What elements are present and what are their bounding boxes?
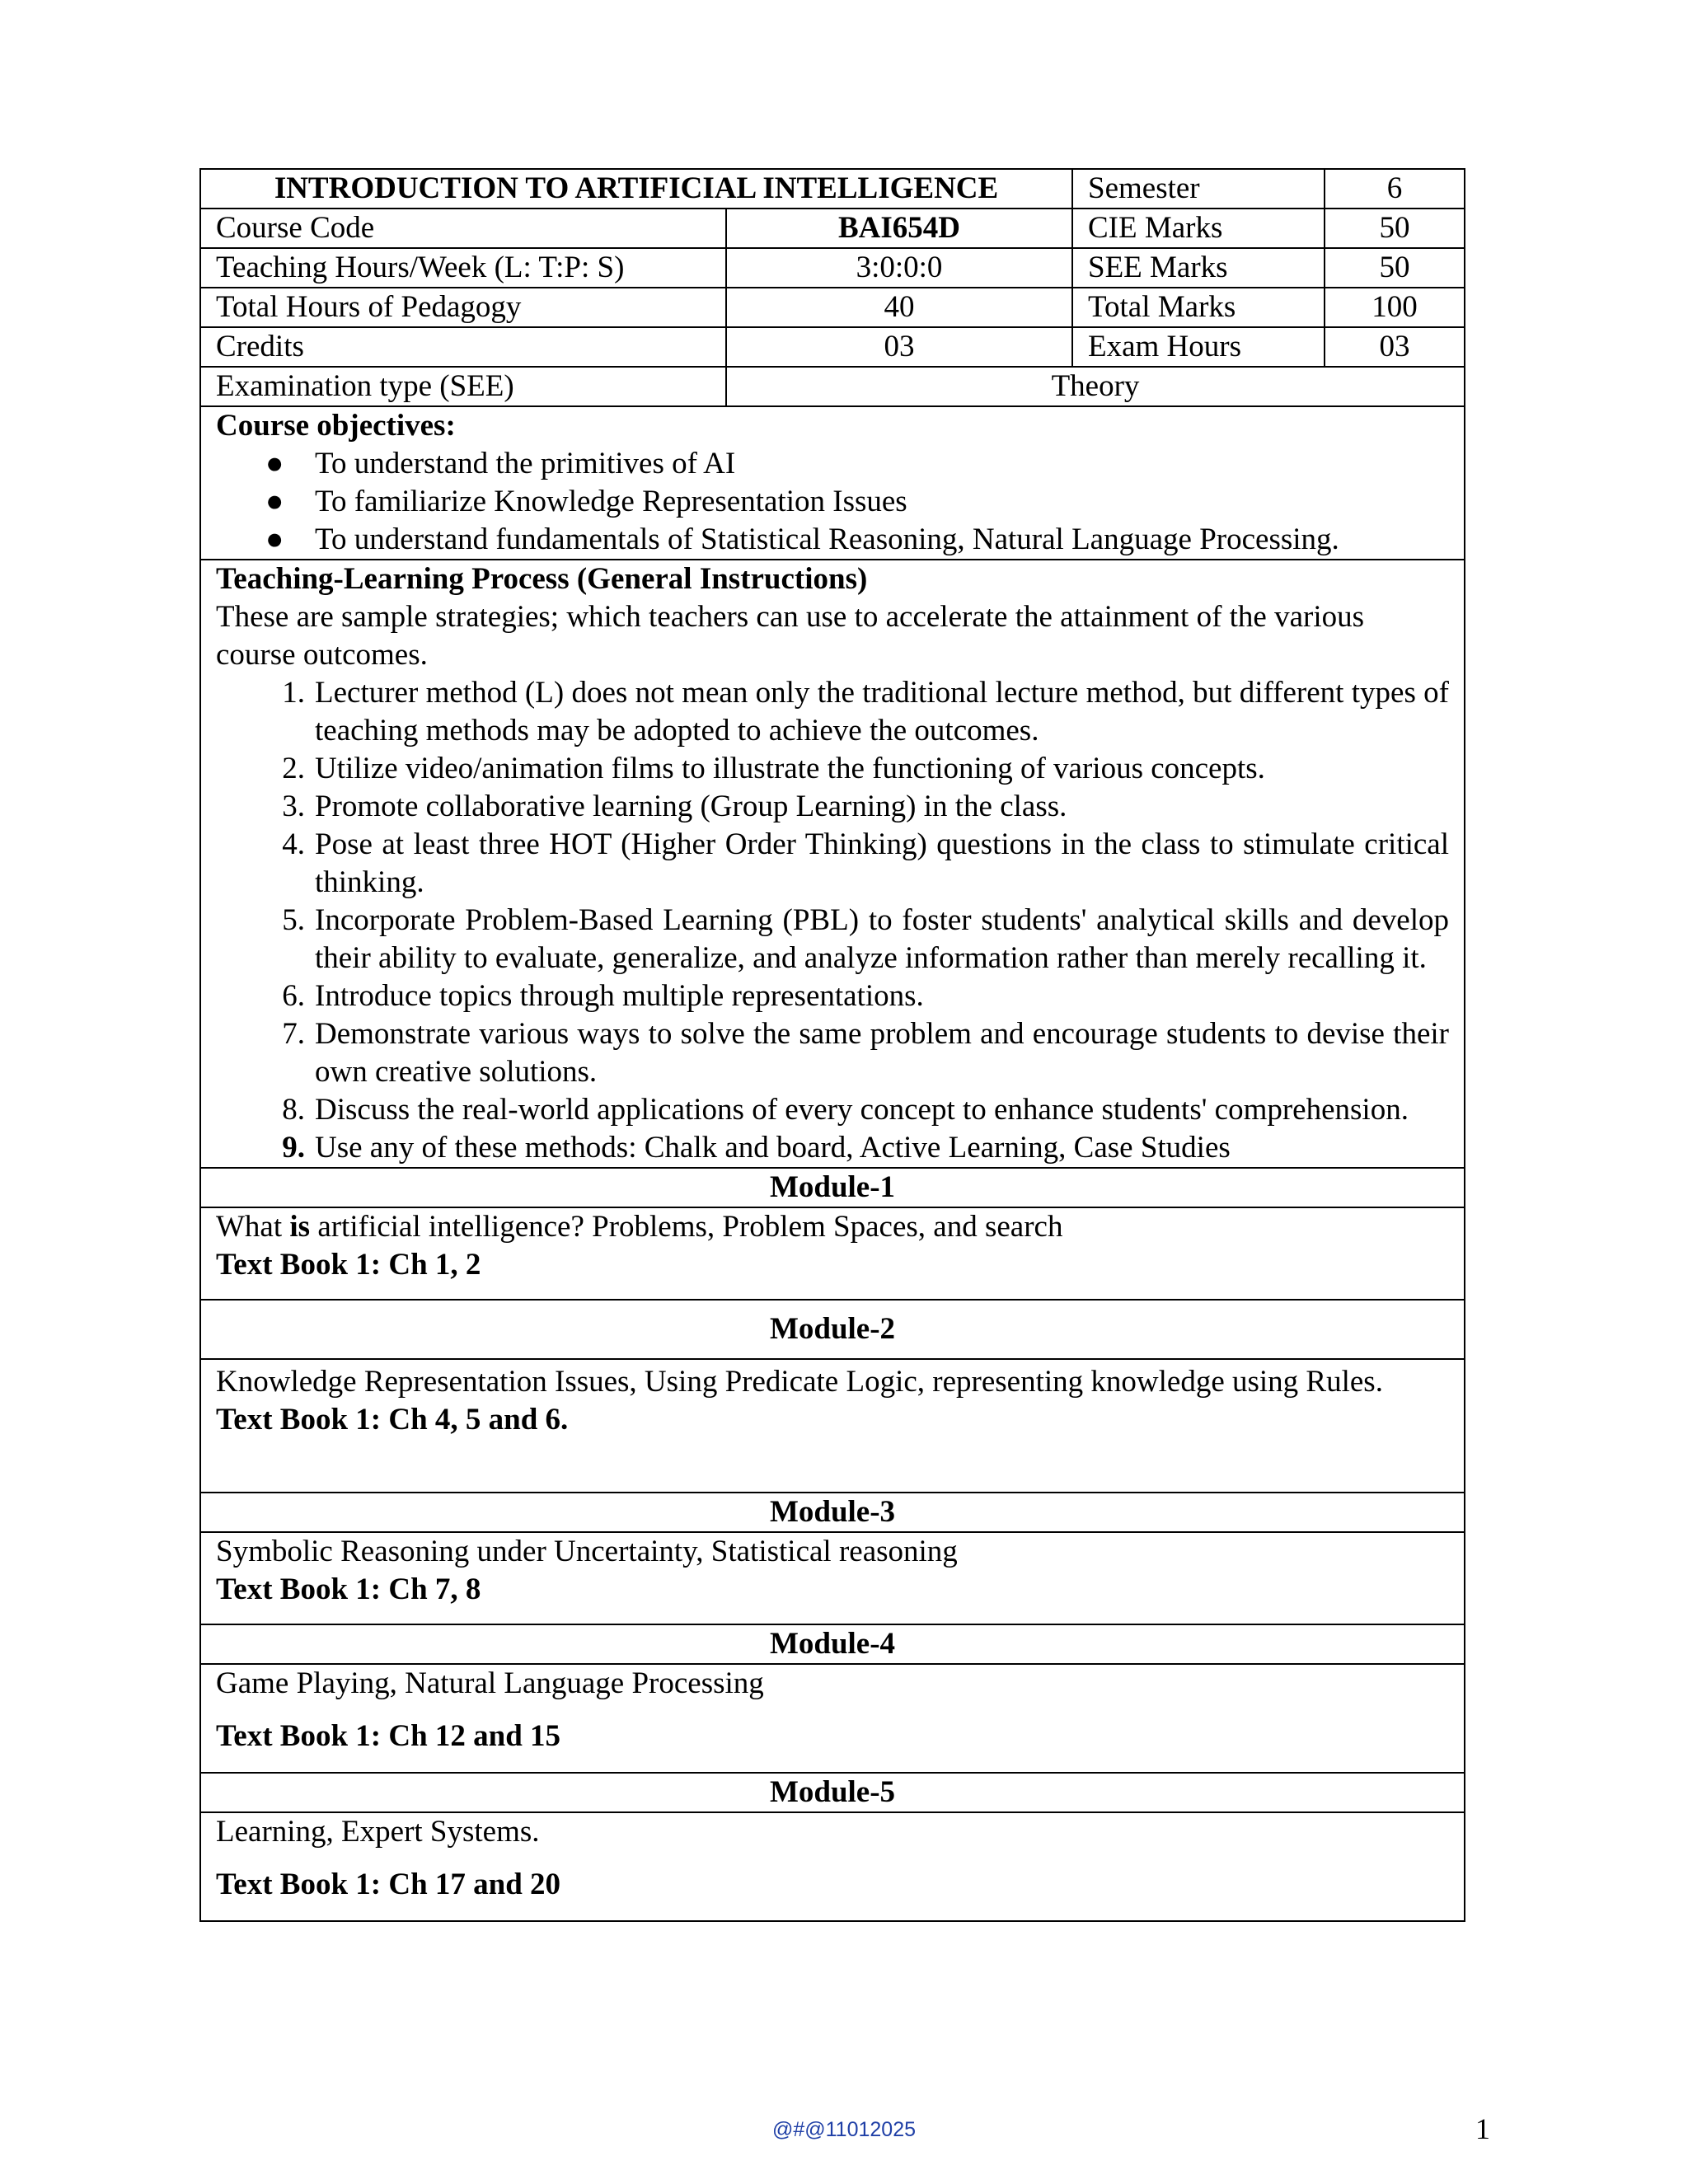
exam-type-label: Examination type (SEE) <box>200 367 726 406</box>
objective-item: ● To understand the primitives of AI <box>315 445 1449 483</box>
module-2-title: Module-2 <box>200 1300 1465 1359</box>
teaching-hours-row <box>200 248 1465 288</box>
list-item: 5. Incorporate Problem-Based Learning (PBL) to foster students' analytical skills and develop their ability to evaluate, generalize, and analyze information rather than merely recalling it. <box>282 903 1449 975</box>
module-1-content <box>200 1207 1465 1300</box>
module-1-content-row <box>200 1207 1465 1300</box>
module-1-title: Module-1 <box>200 1168 1465 1207</box>
list-item: 6. Introduce topics through multiple representations. <box>282 979 924 1013</box>
course-code-value: BAI654D <box>726 209 1072 248</box>
list-item: 2. Utilize video/animation films to illustrate the functioning of various concepts. <box>282 752 1265 785</box>
teaching-learning-list <box>216 674 1449 1167</box>
exam-hours-value: 03 <box>1325 327 1465 367</box>
course-title: INTRODUCTION TO ARTIFICIAL INTELLIGENCE <box>200 169 1072 209</box>
total-marks-label: Total Marks <box>1072 288 1325 327</box>
credits-label: Credits <box>200 327 726 367</box>
module-4-content-row <box>200 1664 1465 1773</box>
module-4-header-row <box>200 1624 1465 1664</box>
bullet-icon: ● <box>265 485 284 518</box>
exam-hours-label: Exam Hours <box>1072 327 1325 367</box>
cie-marks-label: CIE Marks <box>1072 209 1325 248</box>
credits-row <box>200 327 1465 367</box>
module-5-textbook: Text Book 1: Ch 17 and 20 <box>216 1868 561 1901</box>
module-5-content <box>200 1812 1465 1921</box>
exam-type-row <box>200 367 1465 406</box>
pedagogy-value: 40 <box>726 288 1072 327</box>
objective-item: ● To understand fundamentals of Statistical Reasoning, Natural Language Processing. <box>315 521 1449 559</box>
teaching-hours-label: Teaching Hours/Week (L: T:P: S) <box>200 248 726 288</box>
objectives-cell <box>200 406 1465 560</box>
module-5-content-row <box>200 1812 1465 1921</box>
module-3-content-row <box>200 1532 1465 1624</box>
list-item: 8. Discuss the real-world applications of every concept to enhance students' comprehension. <box>282 1093 1409 1127</box>
list-item: 3. Promote collaborative learning (Group Learning) in the class. <box>282 790 1067 823</box>
module-1-textbook: Text Book 1: Ch 1, 2 <box>216 1248 481 1282</box>
module-3-textbook: Text Book 1: Ch 7, 8 <box>216 1572 481 1606</box>
list-item: 1. Lecturer method (L) does not mean only the traditional lecture method, but different types of teaching methods may be adopted to achieve the outcomes. <box>282 676 1449 748</box>
title-row <box>200 169 1465 209</box>
module-5-header-row <box>200 1773 1465 1812</box>
see-marks-label: SEE Marks <box>1072 248 1325 288</box>
module-2-content-row <box>200 1359 1465 1493</box>
semester-value: 6 <box>1325 169 1465 209</box>
pedagogy-row <box>200 288 1465 327</box>
module-2-textbook: Text Book 1: Ch 4, 5 and 6. <box>216 1403 569 1436</box>
exam-type-value: Theory <box>726 367 1465 406</box>
objectives-row <box>200 406 1465 560</box>
module-4-content <box>200 1664 1465 1773</box>
total-marks-value: 100 <box>1325 288 1465 327</box>
module-2-content <box>200 1359 1465 1493</box>
list-item: 4. Pose at least three HOT (Higher Order Thinking) questions in the class to stimulate critical thinking. <box>282 827 1449 899</box>
bullet-icon: ● <box>265 523 284 556</box>
teaching-learning-row <box>200 560 1465 1168</box>
cie-marks-value: 50 <box>1325 209 1465 248</box>
list-item: 9. Use any of these methods: Chalk and board, Active Learning, Case Studies <box>282 1131 1231 1165</box>
module-3-topics: Symbolic Reasoning under Uncertainty, Statistical reasoning <box>216 1535 958 1568</box>
objectives-heading: Course objectives: <box>216 409 456 443</box>
footer-code: @#@11012025 <box>771 2118 917 2141</box>
module-4-title: Module-4 <box>200 1624 1465 1664</box>
credits-value: 03 <box>726 327 1072 367</box>
module-3-header-row <box>200 1493 1465 1532</box>
semester-label: Semester <box>1072 169 1325 209</box>
teaching-learning-cell <box>200 560 1465 1168</box>
see-marks-value: 50 <box>1325 248 1465 288</box>
list-item: 7. Demonstrate various ways to solve the same problem and encourage students to devise their own creative solutions. <box>282 1017 1449 1089</box>
teaching-learning-heading: Teaching-Learning Process (General Instructions) <box>216 562 868 596</box>
module-5-topics: Learning, Expert Systems. <box>216 1815 540 1849</box>
course-code-row <box>200 209 1465 248</box>
pedagogy-label: Total Hours of Pedagogy <box>200 288 726 327</box>
teaching-learning-intro: These are sample strategies; which teachers can use to accelerate the attainment of the various course outcomes. <box>216 600 1365 672</box>
page-number: 1 <box>1475 2112 1490 2145</box>
course-code-label: Course Code <box>200 209 726 248</box>
module-5-title: Module-5 <box>200 1773 1465 1812</box>
module-1-header-row <box>200 1168 1465 1207</box>
objective-item: ● To familiarize Knowledge Representation Issues <box>315 483 1449 521</box>
module-2-header-row <box>200 1300 1465 1359</box>
module-3-title: Module-3 <box>200 1493 1465 1532</box>
bullet-icon: ● <box>265 447 284 480</box>
module-4-textbook: Text Book 1: Ch 12 and 15 <box>216 1719 561 1753</box>
objectives-list <box>216 445 1449 559</box>
module-1-topics: What is artificial intelligence? Problems, Problem Spaces, and search <box>216 1210 1063 1244</box>
module-4-topics: Game Playing, Natural Language Processing <box>216 1666 764 1700</box>
syllabus-table <box>199 168 1465 1922</box>
module-2-topics: Knowledge Representation Issues, Using Predicate Logic, representing knowledge using Rules. <box>216 1365 1383 1399</box>
teaching-hours-value: 3:0:0:0 <box>726 248 1072 288</box>
module-3-content <box>200 1532 1465 1624</box>
